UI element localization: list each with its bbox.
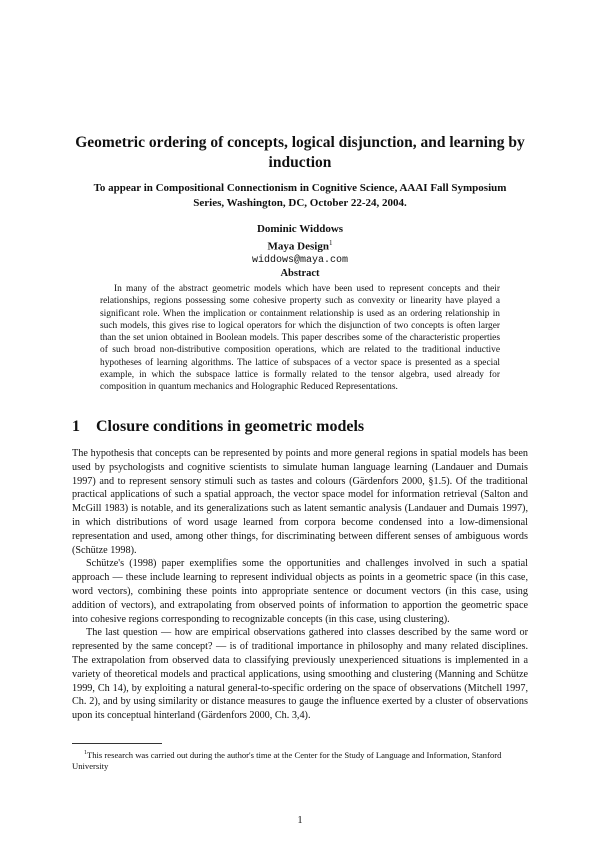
affiliation-footnote-mark: 1 — [328, 239, 333, 247]
section-title: Closure conditions in geometric models — [96, 418, 365, 435]
affiliation-name: Maya Design — [267, 240, 329, 253]
footnote-rule — [72, 743, 162, 744]
paper-title: Geometric ordering of concepts, logical disjunction, and learning by induction — [75, 134, 525, 171]
author-affiliation — [150, 236, 450, 254]
footnote-mark: 1 — [84, 750, 87, 756]
section-number: 1 — [72, 418, 80, 435]
footnote-text: This research was carried out during the author's time at the Center for the Study of Language and Information, Stanford University — [72, 749, 502, 772]
author-name: Dominic Widdows — [256, 223, 344, 235]
section-body — [72, 447, 528, 723]
author-block — [150, 222, 450, 268]
body-paragraph-1: The hypothesis that concepts can be represented by points and more general regions in spatial models has been used by psychologists and cognitive scientists to simulate human language learning (Landauer and Dumais 1997) and to represent sensory stimuli such as tastes and colours (Gärdenfors 2000, §1.5). Of the traditional practical applications of such a spatial approach, the vector space model for information retrieval (Salton and McGill 1983) is notable, and its generalizations such as latent semantic analysis (Landauer and Dumais 1997), in which distributions of word usage learned from corpora become condensed into a low-dimensional representation and used, among other things, for discriminating between different senses of ambiguous words (Schütze 1998). — [72, 448, 528, 556]
page-number: 1 — [297, 815, 303, 826]
abstract-text: In many of the abstract geometric models which have been used to represent concepts and their relationships, regions possessing some cohesive property such as convexity or linearity have played a significant role. When the implication or containment relationship is used as an ordering relationship in such models, this gives rise to logical operators for which the disjunction of two concepts is often larger than the set union obtained in Boolean models. This paper describes some of the characteristic properties of such broad non-distributive composition operations, which are related to the traditional inductive hypotheses of learning algorithms. The lattice of subspaces of a vector space is presented as a special example, in which the subspace lattice is formally related to the tensor algebra, used already for composition in quantum mechanics and Holographic Reduced Representations. — [100, 284, 500, 393]
author-email: widdows@maya.com — [251, 254, 348, 266]
abstract-heading: Abstract — [280, 268, 320, 279]
venue-note: To appear in Compositional Connectionism in Cognitive Science, AAAI Fall Symposium Series, Washington, DC, October 22-24, 2004. — [93, 182, 507, 209]
body-paragraph-2: Schütze's (1998) paper exemplifies some the opportunities and challenges involved in such a spatial approach — these include learning to represent individual objects as points in a geometric space (in this case, word vectors), combining these points into appropriate sentence or document vectors (in this case, using addition of vectors), and extrapolating from observed points of information to apportion the geometric space into cohesive regions corresponding to recognizable concepts (in this case, using clustering). — [72, 558, 528, 625]
body-paragraph-3: The last question — how are empirical observations gathered into classes described by the same word or represented by the same concept? — is of traditional importance in philosophy and many related disciplines. The extrapolation from observed data to classifying previously unexperienced situations is implemented in a variety of theoretical models and practical applications, using smoothing and clustering (Manning and Schütze 1999, Ch 14), by exploiting a natural general-to-specific ordering on the space of observations (Mitchell 1997, Ch. 2), and by using similarity or distance measures to gauge the influence exerted by a cluster of observations upon its conceptual hinterland (Gärdenfors 2000, Ch. 3,4). — [72, 627, 528, 722]
footnote — [72, 748, 528, 773]
section-heading — [72, 418, 364, 436]
